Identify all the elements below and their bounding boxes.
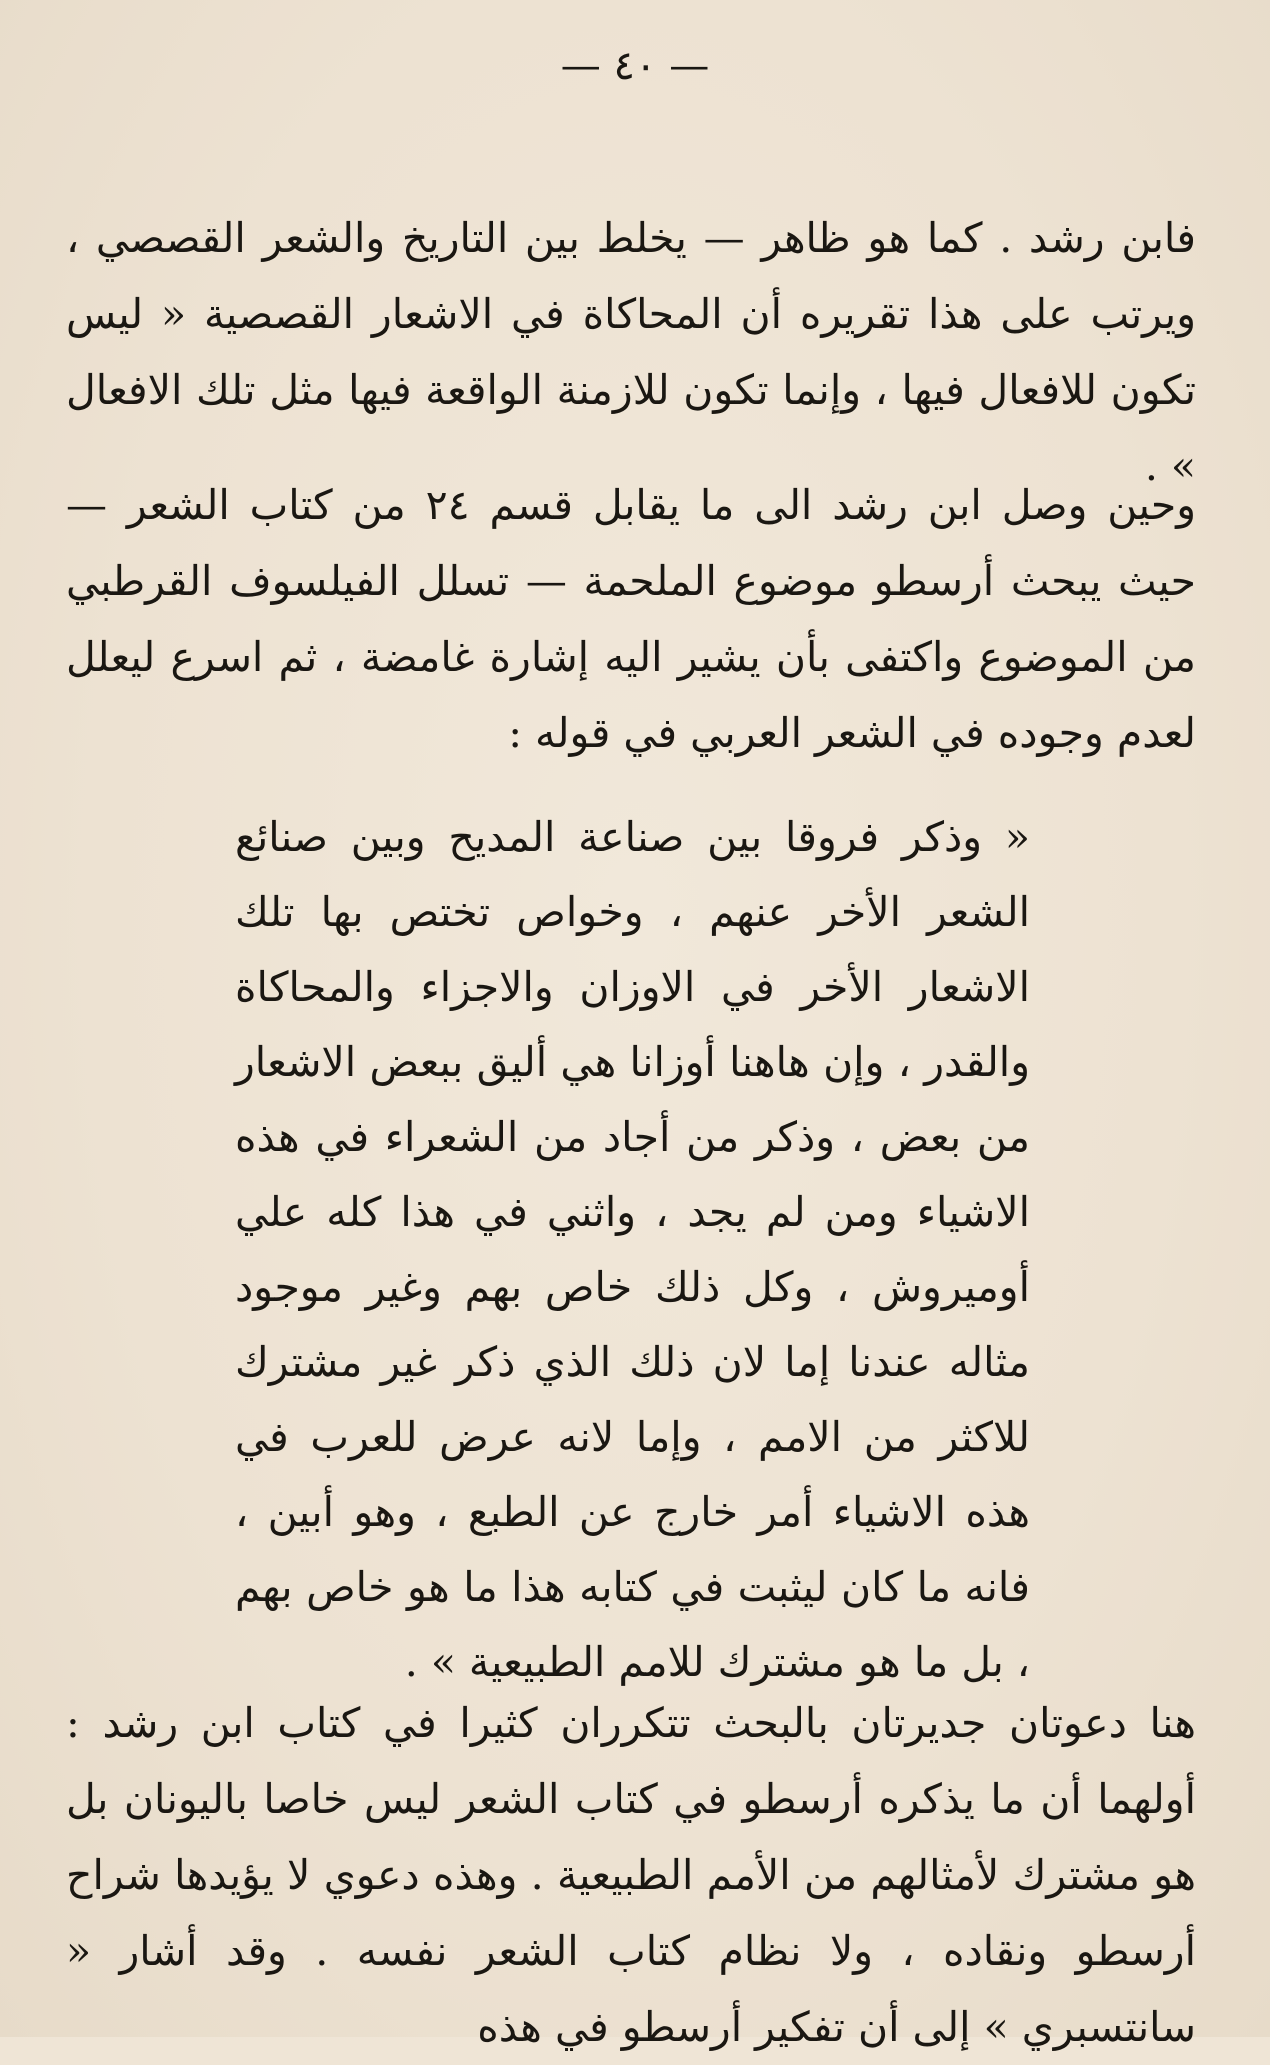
paragraph-3: هنا دعوتان جديرتان بالبحث تتكرران كثيرا في كتاب ابن رشد : أولهما أن ما يذكره أرسطو في كتاب الشعر ليس خاصا باليونان بل هو مشترك لأمثالهم من الأمم الطبيعية . وهذه دعوي لا يؤيدها شراح أرسطو ونقاده ، ولا نظام كتاب الشعر نفسه . وقد أشار « سانتسبري » إلى أن تفكير أرسطو في هذه [66,1699,1196,2051]
page-number: — ٤٠ — [560,43,710,89]
paragraph-1: فابن رشد . كما هو ظاهر — يخلط بين التاريخ والشعر القصصي ، ويرتب على هذا تقريره أن المحاكاة في الاشعار القصصية « ليس تكون للافعال فيها ، وإنما تكون للازمنة الواقعة فيها مثل تلك الافعال » . [66,214,1196,490]
paragraph-2: وحين وصل ابن رشد الى ما يقابل قسم ٢٤ من كتاب الشعر — حيث يبحث أرسطو موضوع الملحمة — تسلل الفيلسوف القرطبي من الموضوع واكتفى بأن يشير اليه إشارة غامضة ، ثم اسرع ليعلل لعدم وجوده في الشعر العربي في قوله : [66,481,1196,757]
block-quote: « وذكر فروقا بين صناعة المديح وبين صنائع الشعر الأخر عنهم ، وخواص تختص بها تلك الاشعار الأخر في الاوزان والاجزاء والمحاكاة والقدر ، وإن هاهنا أوزانا هي أليق ببعض الاشعار من بعض ، وذكر من أجاد من الشعراء في هذه الاشياء ومن لم يجد ، واثني في هذا كله علي أوميروش ، وكل ذلك خاص بهم وغير موجود مثاله عندنا إما لان ذلك الذي ذكر غير مشترك للاكثر من الامم ، وإما لانه عرض للعرب في هذه الاشياء أمر خارج عن الطبع ، وهو أبين ، فانه ما كان ليثبت في كتابه هذا ما هو خاص بهم ، بل ما هو مشترك للامم الطبيعية » . [235,813,1030,1686]
